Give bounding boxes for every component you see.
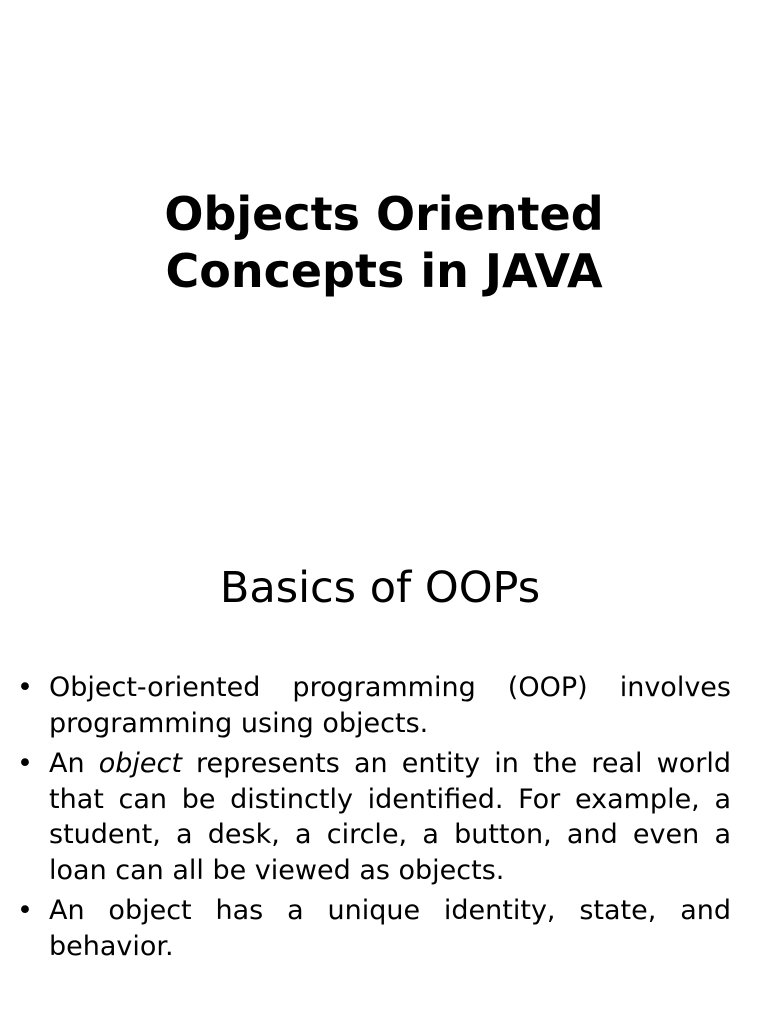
slide-title: Basics of OOPs [219,563,541,613]
bullet-dot-icon: • [17,748,33,779]
bullet-dot-icon: • [17,895,33,926]
bullet-dot-icon: • [17,672,33,703]
basics-slide [0,500,768,1024]
bullet-text-emphasis: object [98,748,182,779]
bullet-item-object-properties [0,893,768,964]
bullet-text: An object has a unique identity, state, and behavior. [49,895,731,962]
bullet-text-suffix: represents an entity in the real world that can be distinctly identified. For example, a student, a desk, a circle, a button, and even a loan can all be viewed as objects. [49,748,731,886]
presentation-title [0,186,768,300]
bullet-item-oop-definition [0,670,768,741]
title-slide [0,0,768,500]
title-line-1: Objects Oriented [164,187,604,241]
bullet-text-prefix: An [49,748,99,779]
bullet-list [0,670,768,969]
bullet-item-object-definition [0,746,768,888]
bullet-text: Object-oriented programming (OOP) involves programming using objects. [49,672,731,739]
title-line-2: Concepts in JAVA [165,244,603,298]
